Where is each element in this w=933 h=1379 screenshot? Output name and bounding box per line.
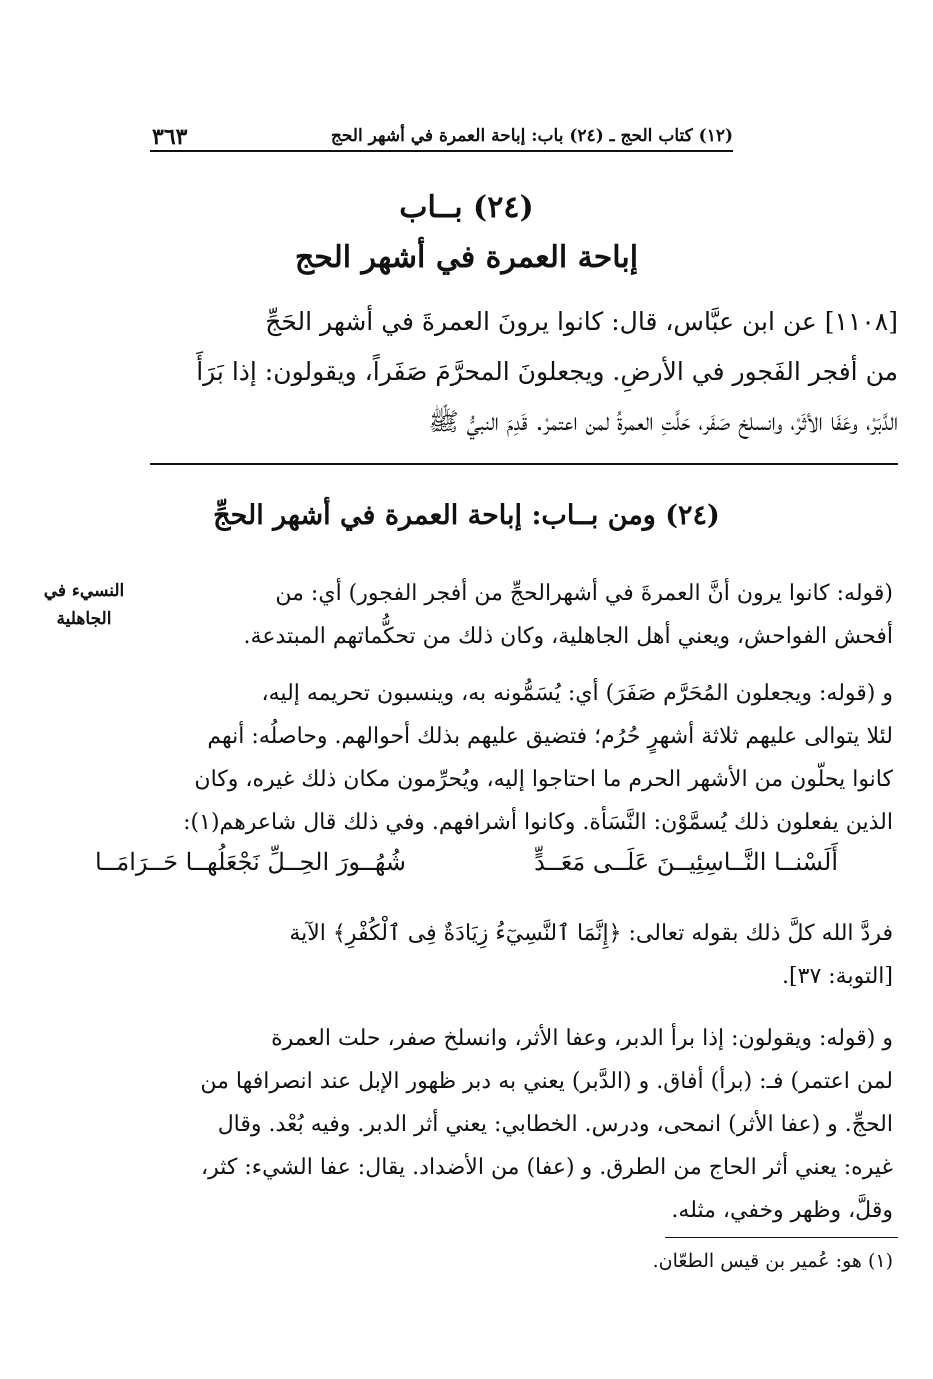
hadith-line: من أفجر الفَجور في الأرضِ. ويجعلونَ المحرَّمَ صَفَراً، ويقولون: إذا بَرَأَ (196, 357, 898, 386)
paragraph-line: أفحش الفواحش، ويعني أهل الجاهلية، وكان ذلك من تحكُّماتهم المبتدعة. (243, 624, 893, 649)
chapter-title: إباحة العمرة في أشهر الحج (294, 240, 639, 275)
commentary-title: (٢٤) ومن بــاب: إباحة العمرة في أشهر الحجِّ (213, 500, 720, 531)
commentary-paragraph-3 (30, 912, 893, 998)
hadith-text (30, 297, 898, 447)
header-divider (150, 150, 733, 152)
paragraph-line: [التوبة: ٣٧]. (782, 964, 893, 989)
paragraph-line: غيره: يعني أثر الحاج من الطرق. و (عفا) من الأضداد. يقال: عفا الشيء: كثر، (200, 1155, 893, 1180)
page-number: ٣٦٣ (152, 124, 188, 150)
chapter-number: (٢٤) بــاب (399, 190, 534, 225)
verse-first-hemistich: أَلَسْنــا النَّــاسِئِيــنَ عَلَــى مَعَــدٍّ (534, 848, 838, 876)
footnote-divider (665, 1237, 898, 1238)
verse-second-hemistich: شُهُــورَ الحِــلِّ نَجْعَلُهــا حَــرَامَــا (95, 848, 406, 876)
margin-note-line: الجاهلية (56, 609, 112, 629)
paragraph-line: (قوله: كانوا يرون أنَّ العمرةَ في أشهرالحجِّ من أفجر الفجور) أي: من (275, 581, 893, 606)
section-divider (150, 463, 898, 465)
paragraph-line: لمن اعتمر) فـ: (برأ) أفاق. و (الدَّبر) يعني به دبر ظهور الإبل عند انصرافها من (200, 1069, 893, 1094)
footnote: (١) هو: عُمير بن قيس الطعّان. (652, 1250, 893, 1272)
commentary-paragraph-1 (30, 572, 893, 658)
paragraph-line: كانوا يحلّون من الأشهر الحرم ما احتاجوا إليه، ويُحرِّمون مكان ذلك غيره، وكان (194, 767, 893, 792)
paragraph-line: و (قوله: ويقولون: إذا برأ الدبر، وعفا الأثر، وانسلخ صفر، حلت العمرة (271, 1026, 893, 1051)
commentary-paragraph-2 (30, 672, 893, 844)
paragraph-line: فردَّ الله كلَّ ذلك بقوله تعالى: ﴿إِنَّمَا ٱلنَّسِيٓءُ زِيَادَةٌ فِى ٱلْكُفْرِ﴾ الآية (289, 921, 893, 946)
commentary-paragraph-4 (30, 1017, 893, 1232)
hadith-line: [١١٠٨] عن ابن عبَّاس، قال: كانوا يرونَ العمرةَ في أشهر الحَجِّ (265, 307, 898, 336)
paragraph-line: الحجِّ. و (عفا الأثر) انمحى، ودرس. الخطابي: يعني أثر الدبر. وفيه بُعْد. وقال (217, 1112, 893, 1137)
paragraph-line: لئلا يتوالى عليهم ثلاثة أشهرٍ حُرُم؛ فتضيق عليهم بذلك أحوالهم. وحاصلُه: أنهم (207, 724, 893, 749)
poetry-verse (95, 848, 838, 876)
paragraph-line: و (قوله: ويجعلون المُحَرَّم صَفَرَ) أي: يُسَمُّونه به، وينسبون تحريمه إليه، (261, 681, 893, 706)
margin-note-line: النسيء في (43, 581, 125, 601)
running-header-title: (١٢) كتاب الحج ـ (٢٤) باب: إباحة العمرة في أشهر الحج (330, 126, 733, 146)
hadith-line: الدَّبَرْ، وعَفَا الأثَرْ، وانسلخ صَفَر، حَلَّتِ العمرةُ لمن اعتمرْ. قَدِمَ النبيُّ ﷺ (428, 407, 898, 436)
paragraph-line: وقلَّ، وظهر وخفي، مثله. (671, 1198, 893, 1223)
paragraph-line: الذين يفعلون ذلك يُسمَّوْن: النَّسَأة. وكانوا أشرافهم. وفي ذلك قال شاعرهم(١): (183, 810, 893, 835)
